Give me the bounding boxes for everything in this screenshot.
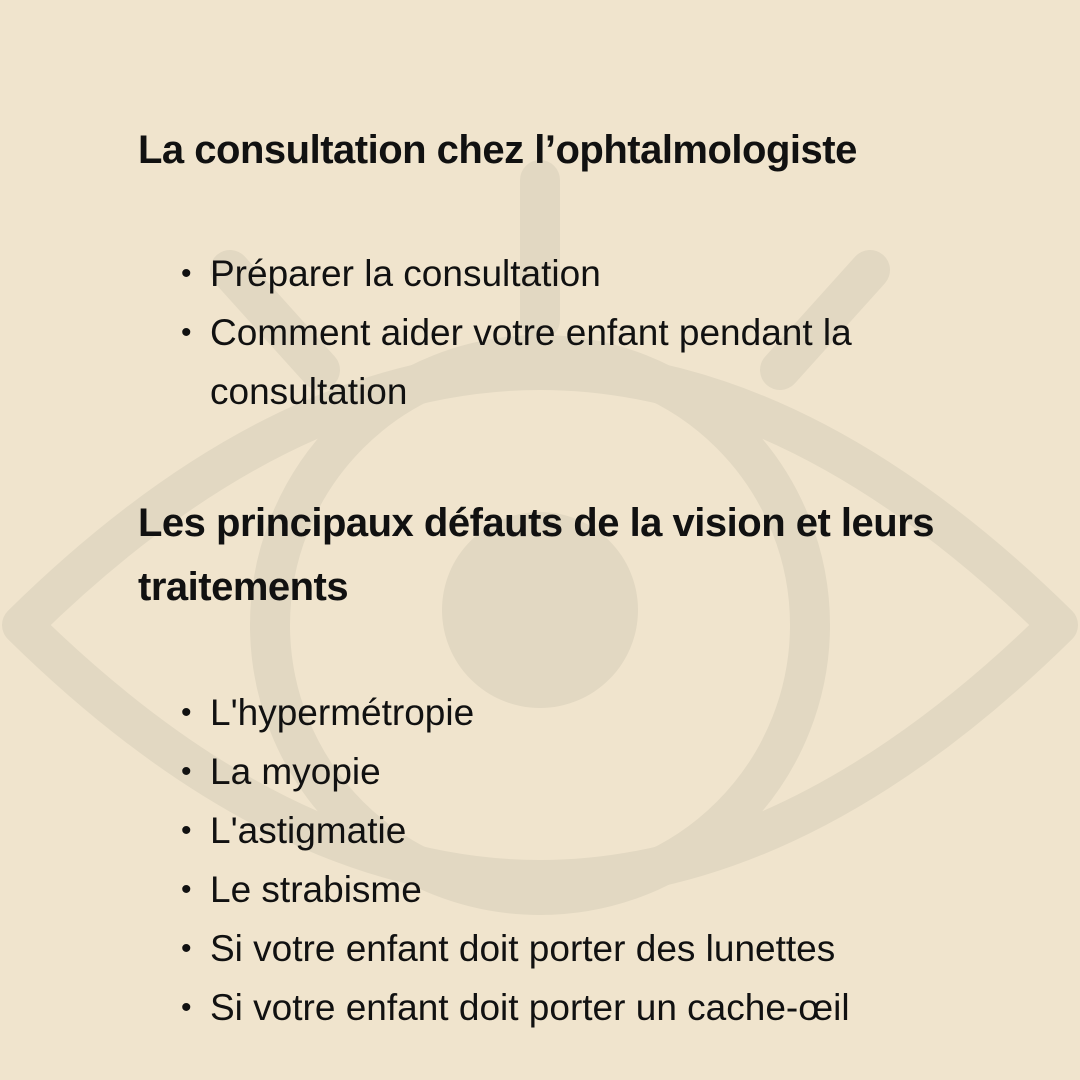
bullet-icon: • [181,257,192,290]
bullet-icon: • [181,932,192,965]
list-item[interactable] [138,919,998,978]
bullet-icon: • [181,316,192,349]
list-item-label: Comment aider votre enfant pendant la consultation [210,312,852,412]
list-item[interactable] [138,742,998,801]
list-item[interactable] [138,801,998,860]
list-item[interactable] [138,303,998,421]
list-item-label: Si votre enfant doit porter un cache-œil [210,987,850,1028]
list-item[interactable] [138,860,998,919]
list-item-label: Si votre enfant doit porter des lunettes [210,928,836,969]
content [138,118,998,1037]
bullet-icon: • [181,814,192,847]
list-item[interactable] [138,683,998,742]
list-item-label: L'hypermétropie [210,692,475,733]
consultation-list [138,244,998,421]
list-item-label: La myopie [210,751,381,792]
list-item-label: L'astigmatie [210,810,407,851]
vision-defects-list [138,683,998,1037]
bullet-icon: • [181,755,192,788]
bullet-icon: • [181,696,192,729]
list-item[interactable] [138,978,998,1037]
bullet-icon: • [181,991,192,1024]
list-item-label: Préparer la consultation [210,253,601,294]
list-item[interactable] [138,244,998,303]
section-title-consultation: La consultation chez l’ophtalmologiste [138,128,857,172]
list-item-label: Le strabisme [210,869,422,910]
bullet-icon: • [181,873,192,906]
section-title-vision-defects: Les principaux défauts de la vision et leurs traitements [138,501,935,609]
